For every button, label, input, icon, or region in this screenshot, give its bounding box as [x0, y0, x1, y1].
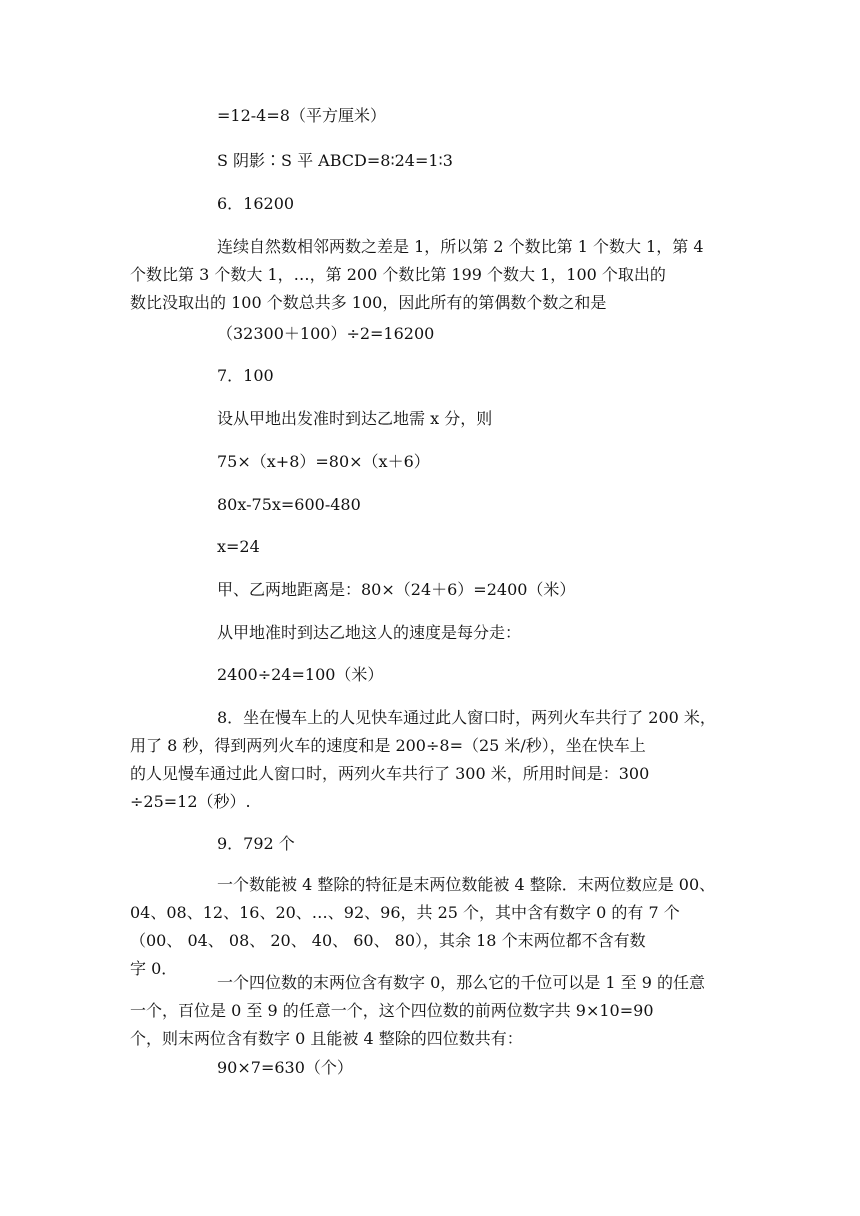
equation-line: 2400÷24=100（米）	[217, 665, 384, 684]
paragraph-line: 一个四位数的末两位含有数字 0，那么它的千位可以是 1 至 9 的任意	[217, 973, 705, 992]
answer-9-heading: 9．792 个	[217, 834, 295, 853]
distance-line: 甲、乙两地距离是：80×（24＋6）=2400（米）	[217, 580, 576, 599]
area-result-line: =12-4=8（平方厘米）	[217, 106, 386, 125]
equation-line: x=24	[217, 537, 260, 556]
equation-line: 75×（x+8）=80×（x＋6）	[217, 452, 430, 471]
paragraph-line: 数比没取出的 100 个数总共多 100，因此所有的第偶数个数之和是	[130, 293, 607, 312]
paragraph-line: 个，则末两位含有数字 0 且能被 4 整除的四位数共有：	[130, 1029, 523, 1048]
answer-7-heading: 7．100	[217, 366, 274, 385]
answer-6-heading: 6．16200	[217, 194, 295, 213]
paragraph-line: 个数比第 3 个数大 1，…，第 200 个数比第 199 个数大 1，100 个取出的	[130, 265, 666, 284]
shadow-ratio-line: S 阴影∶S 平 ABCD=8∶24=1∶3	[217, 151, 453, 170]
paragraph-line: 的人见慢车通过此人窗口时，两列火车共行了 300 米，所用时间是：300	[130, 764, 650, 783]
equation-line: 90×7=630（个）	[217, 1058, 353, 1077]
equation-line: （32300＋100）÷2=16200	[217, 324, 435, 343]
paragraph-line: 连续自然数相邻两数之差是 1，所以第 2 个数比第 1 个数大 1，第 4	[217, 237, 704, 256]
paragraph-line: 04、08、12、16、20、…、92、96，共 25 个，其中含有数字 0 的有 7 个	[130, 903, 680, 922]
paragraph-line: 一个数能被 4 整除的特征是末两位数能被 4 整除．末两位数应是 00、	[217, 875, 716, 894]
paragraph-line: 一个，百位是 0 至 9 的任意一个，这个四位数的前两位数字共 9×10=90	[130, 1001, 654, 1020]
paragraph-line: （00、 04、 08、 20、 40、 60、 80），其余 18 个末两位都不含有数	[130, 931, 646, 950]
paragraph-line: 8．坐在慢车上的人见快车通过此人窗口时，两列火车共行了 200 米，	[217, 708, 716, 727]
equation-line: 80x-75x=600-480	[217, 495, 361, 514]
paragraph-line: 用了 8 秒，得到两列火车的速度和是 200÷8=（25 米/秒），坐在快车上	[130, 736, 646, 755]
solution-6-paragraph	[130, 233, 730, 317]
solution-9-paragraph-a	[130, 871, 730, 983]
solution-9-paragraph-b	[130, 969, 730, 1053]
paragraph-line: ÷25=12（秒）.	[130, 792, 251, 811]
speed-line: 从甲地准时到达乙地这人的速度是每分走：	[217, 623, 522, 642]
solution-8-paragraph	[130, 704, 730, 816]
paragraph-line: 字 0．	[130, 959, 178, 978]
setup-line: 设从甲地出发准时到达乙地需 x 分，则	[217, 409, 493, 428]
